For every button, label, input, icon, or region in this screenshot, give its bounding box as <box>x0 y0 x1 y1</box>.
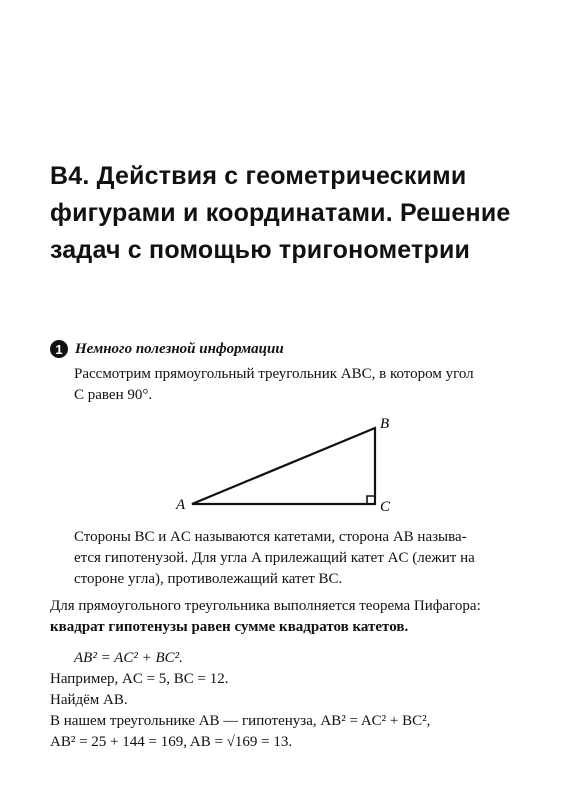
solution-line: В нашем треугольнике AB — гипотенуза, AB² = AC² + BC², <box>50 713 431 729</box>
right-angle-mark <box>367 496 375 504</box>
example-find: Найдём AB. <box>50 692 128 708</box>
triangle-shape <box>192 428 375 504</box>
definitions-line: ется гипотенузой. Для угла A прилежащий катет AC (лежит на <box>74 550 475 566</box>
example-given: Например, AC = 5, BC = 12. <box>50 671 229 687</box>
intro-paragraph <box>50 364 528 406</box>
vertex-a-label: A <box>176 497 186 513</box>
definitions-paragraph <box>50 527 528 590</box>
vertex-c-label: C <box>380 499 391 515</box>
section-title: Немного полезной информации <box>75 340 284 357</box>
section-heading <box>50 338 284 360</box>
right-triangle-diagram <box>170 412 410 522</box>
chapter-title-line: фигурами и координатами. Решение <box>50 199 511 227</box>
definitions-line: Стороны BC и AC называются катетами, сторона AB называ- <box>74 529 467 545</box>
theorem-line: Для прямоугольного треугольника выполняется теорема Пифагора: <box>50 598 481 614</box>
pythagoras-formula: AB² = AC² + BC². <box>74 650 183 666</box>
solution-line: AB² = 25 + 144 = 169, AB = √169 = 13. <box>50 734 293 750</box>
example-block <box>50 648 528 753</box>
section-number-icon <box>50 340 68 358</box>
intro-line: Рассмотрим прямоугольный треугольник ABC, в котором угол <box>74 366 474 382</box>
definitions-line: стороне угла), противолежащий катет BC. <box>74 571 343 587</box>
theorem-statement: квадрат гипотенузы равен сумме квадратов катетов. <box>50 619 409 635</box>
triangle-svg <box>170 412 410 522</box>
chapter-title-line: задач с помощью тригонометрии <box>50 236 471 264</box>
intro-line: C равен 90°. <box>74 387 153 403</box>
chapter-title-line: B4. Действия с геометрическими <box>50 162 467 190</box>
theorem-paragraph <box>50 596 528 638</box>
vertex-b-label: B <box>380 416 390 432</box>
chapter-title <box>50 158 530 269</box>
section-number: 1 <box>55 341 63 357</box>
